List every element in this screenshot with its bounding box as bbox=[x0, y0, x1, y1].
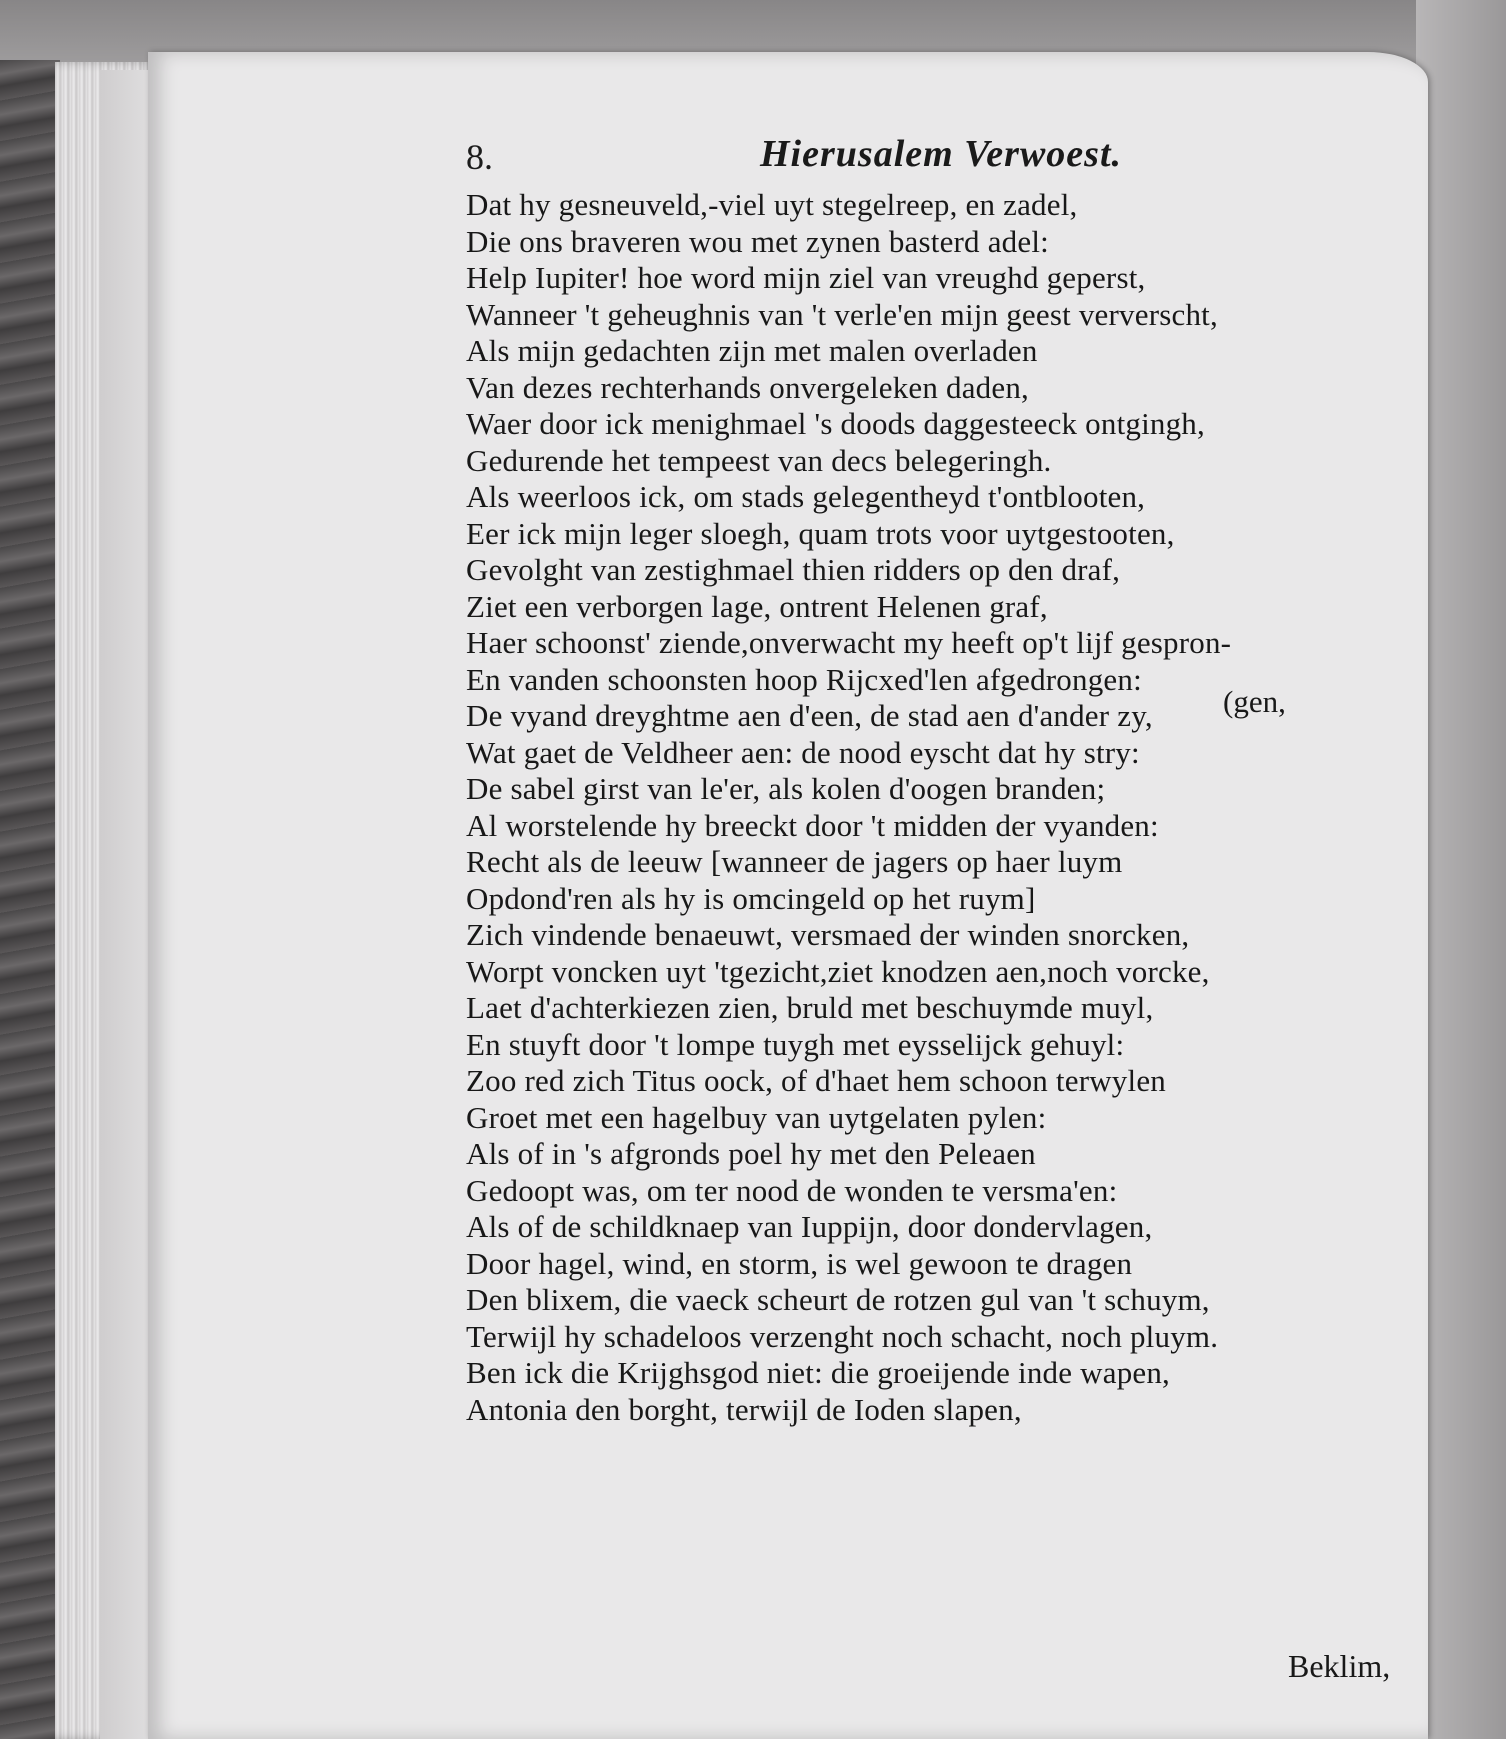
verse-line: Laet d'achterkiezen zien, bruld met beschuymde muyl, bbox=[466, 990, 1154, 1025]
book-page bbox=[148, 52, 1428, 1739]
verse-line: Wanneer 't geheughnis van 't verle'en mijn geest ververscht, bbox=[466, 296, 1218, 332]
running-head: Hierusalem Verwoest. bbox=[760, 133, 1123, 175]
verse-line: Terwijl hy schadeloos verzenght noch schacht, noch pluym. bbox=[466, 1318, 1219, 1354]
verse-line: Van dezes rechterhands onvergeleken daden, bbox=[466, 369, 1029, 405]
verse-line: Als weerloos ick, om stads gelegentheyd t'ontblooten, bbox=[466, 479, 1146, 514]
verse-line: Gedurende het tempeest van decs belegeringh. bbox=[466, 442, 1052, 478]
verse-line: Eer ick mijn leger sloegh, quam trots voor uytgestooten, bbox=[466, 515, 1175, 551]
verse-text bbox=[466, 187, 1426, 1428]
verse-line: Ben ick die Krijghsgod niet: die groeijende inde wapen, bbox=[466, 1355, 1171, 1390]
verse-line: En stuyft door 't lompe tuygh met eysselijck gehuyl: bbox=[466, 1026, 1125, 1062]
verse-line: Zoo red zich Titus oock, of d'haet hem schoon terwylen bbox=[466, 1063, 1166, 1098]
verse-line: Help Iupiter! hoe word mijn ziel van vreughd geperst, bbox=[466, 260, 1146, 295]
verse-line: Waer door ick menighmael 's doods daggesteeck ontgingh, bbox=[466, 406, 1205, 441]
verse-line: Wat gaet de Veldheer aen: de nood eyscht dat hy stry: bbox=[466, 734, 1140, 770]
verse-line: Ziet een verborgen lage, ontrent Helenen graf, bbox=[466, 588, 1048, 624]
verse-line: Zich vindende benaeuwt, versmaed der winden snorcken, bbox=[466, 917, 1190, 952]
verse-line: Al worstelende hy breeckt door 't midden der vyanden: bbox=[466, 807, 1159, 843]
verse-line: Als of in 's afgronds poel hy met den Peleaen bbox=[466, 1136, 1036, 1171]
verse-line: Opdond'ren als hy is omcingeld op het ruym] bbox=[466, 880, 1036, 916]
page-number: 8. bbox=[466, 137, 493, 177]
verse-line: Dat hy gesneuveld,-viel uyt stegelreep, en zadel, bbox=[466, 187, 1078, 222]
turnover-fragment: (gen, bbox=[1223, 684, 1286, 719]
verse-line: Door hagel, wind, en storm, is wel gewoon te dragen bbox=[466, 1245, 1133, 1281]
catchword: Beklim, bbox=[1288, 1648, 1391, 1684]
verse-line: En vanden schoonsten hoop Rijcxed'len afgedrongen: bbox=[466, 661, 1142, 697]
book-edge-marbled bbox=[0, 60, 60, 1739]
background-right bbox=[1416, 0, 1506, 1739]
verse-line: Den blixem, die vaeck scheurt de rotzen gul van 't schuym, bbox=[466, 1282, 1210, 1317]
verse-line: Als of de schildknaep van Iuppijn, door dondervlagen, bbox=[466, 1209, 1153, 1244]
verse-line: Recht als de leeuw [wanneer de jagers op haer luym bbox=[466, 844, 1123, 879]
verse-line: Gevolght van zestighmael thien ridders op den draf, bbox=[466, 552, 1121, 587]
verse-line: Als mijn gedachten zijn met malen overladen bbox=[466, 333, 1038, 368]
verse-line: Antonia den borght, terwijl de Ioden slapen, bbox=[466, 1391, 1022, 1427]
verse-line: Die ons braveren wou met zynen basterd adel: bbox=[466, 223, 1049, 259]
verse-line: De sabel girst van le'er, als kolen d'oogen branden; bbox=[466, 771, 1106, 806]
verse-line: Worpt voncken uyt 'tgezicht,ziet knodzen aen,noch vorcke, bbox=[466, 953, 1210, 989]
verse-line: Haer schoonst' ziende,onverwacht my heeft op't lijf gespron- bbox=[466, 625, 1232, 660]
verse-line: Groet met een hagelbuy van uytgelaten pylen: bbox=[466, 1099, 1047, 1135]
verse-line: De vyand dreyghtme aen d'een, de stad aen d'ander zy, bbox=[466, 698, 1153, 733]
verse-line: Gedoopt was, om ter nood de wonden te versma'en: bbox=[466, 1172, 1118, 1208]
